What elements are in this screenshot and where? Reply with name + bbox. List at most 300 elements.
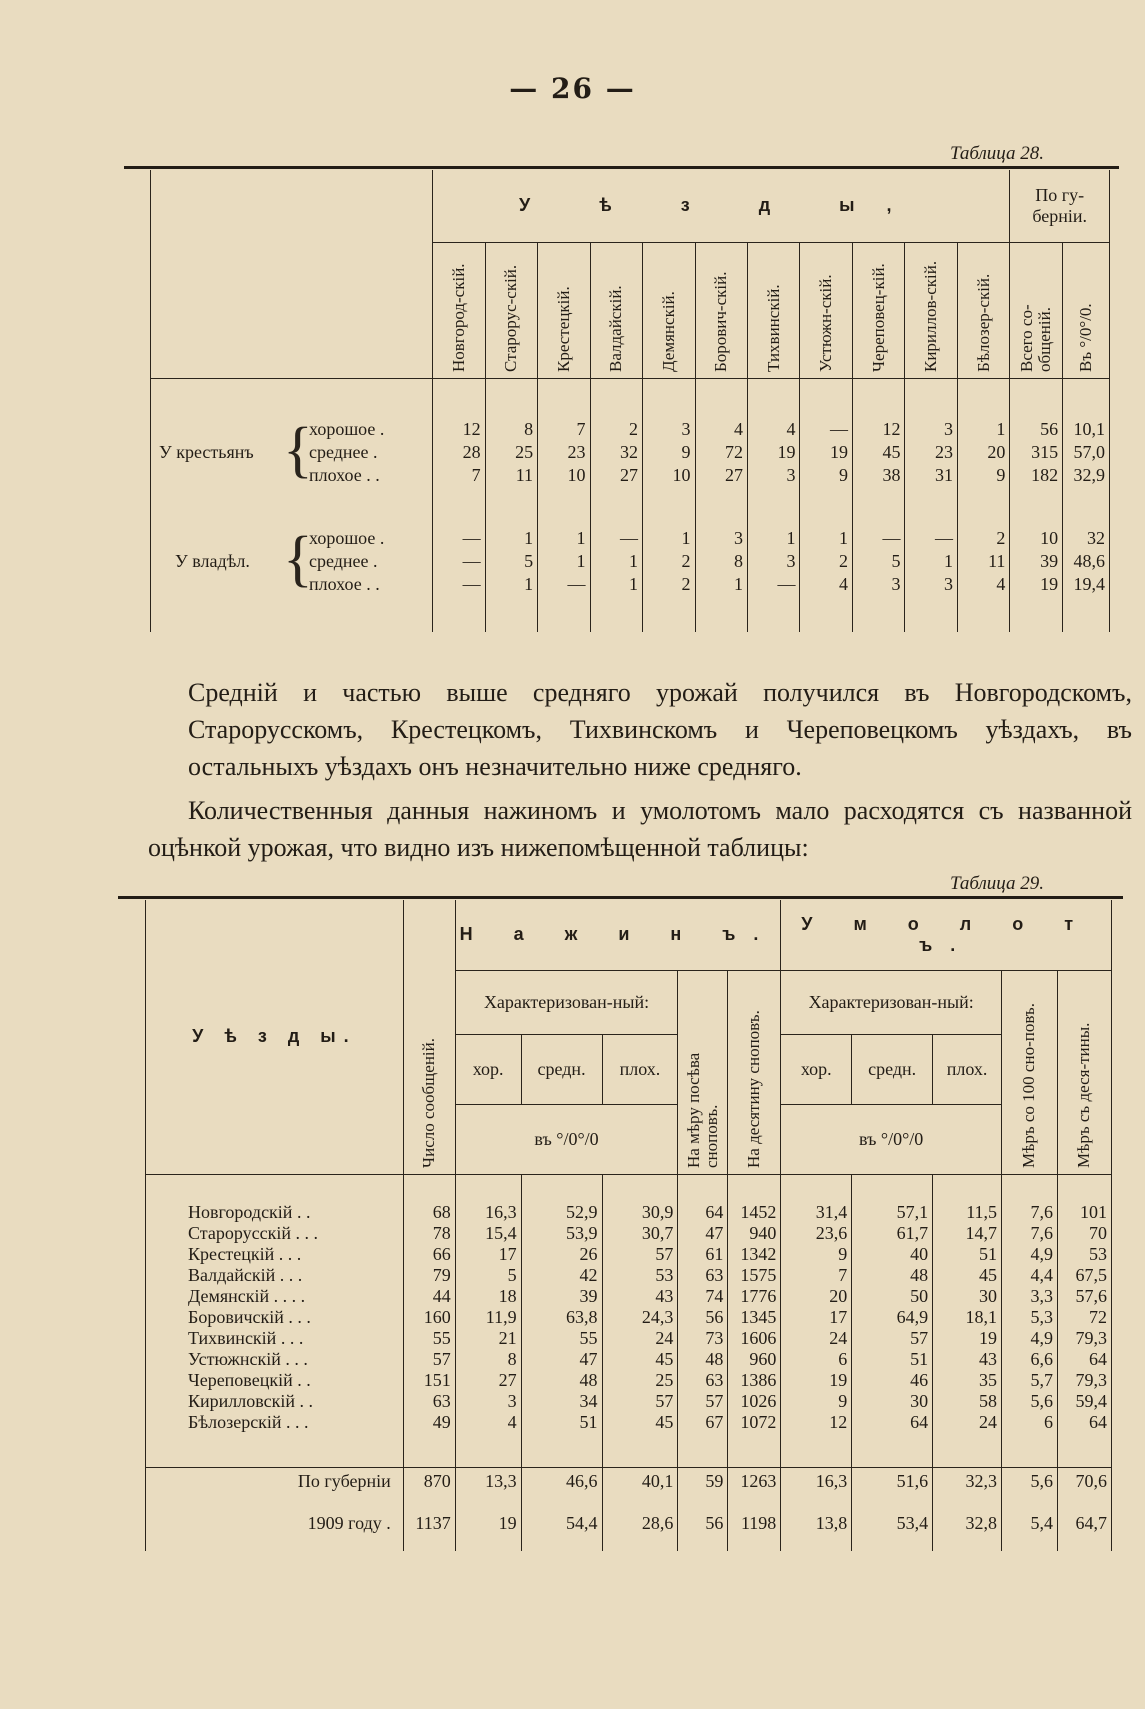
spacer-cell (852, 487, 904, 527)
spacer-cell (695, 378, 747, 418)
spacer-cell (590, 487, 642, 527)
table-28-cell: 1 (590, 573, 642, 596)
table-28-col-label: Устюжн-скій. (816, 273, 836, 372)
nazhin-header: Н а ж и н ъ. (455, 900, 781, 970)
spacer-cell (602, 1433, 678, 1467)
spacer-cell (852, 378, 904, 418)
table-29-cell: 7,6 (1002, 1223, 1058, 1244)
table-29-cell: 79,3 (1057, 1370, 1111, 1391)
table-28-cell: 2 (643, 573, 695, 596)
table-28-quality-label: хорошое . (309, 528, 385, 548)
spacer-cell (521, 1433, 602, 1467)
table-28-cell: 19 (800, 441, 852, 464)
page-number: — 26 — (509, 72, 636, 105)
table-29-cell: 57 (602, 1391, 678, 1412)
spacer-cell (485, 596, 537, 632)
umolot-sredn: средн. (852, 1034, 933, 1104)
table-29-cell: 17 (455, 1244, 521, 1265)
table-29-cell: 24 (933, 1412, 1002, 1433)
spacer-cell (695, 487, 747, 527)
nazhin-pct: въ °/0°/0 (455, 1104, 678, 1174)
table-29-cell: 79,3 (1057, 1328, 1111, 1349)
table-29-cell: 18,1 (933, 1307, 1002, 1328)
table-28-cell: 72 (695, 441, 747, 464)
table-29-cell: 5,6 (1002, 1391, 1058, 1412)
spacer-cell (933, 1537, 1002, 1551)
table-29-cell: 64 (678, 1202, 728, 1223)
spacer-cell (695, 596, 747, 632)
table-28-col-label: Кириллов-скій. (921, 260, 941, 372)
table-29-cell: 11,5 (933, 1202, 1002, 1223)
table-29-row (146, 1370, 1112, 1391)
table-29-cell: 101 (1057, 1202, 1111, 1223)
table-29-cell: 55 (403, 1328, 455, 1349)
table-29-cell: 50 (852, 1286, 933, 1307)
spacer-cell (957, 378, 1009, 418)
table-28-cell: 3 (643, 418, 695, 441)
table-28-cell: 56 (1010, 418, 1063, 441)
spacer-cell (800, 487, 852, 527)
table-28-cell: 20 (957, 441, 1009, 464)
spacer-cell (455, 1537, 521, 1551)
table-29-cell: 6 (1002, 1412, 1058, 1433)
spacer-cell (781, 1537, 852, 1551)
table-28-cell: 9 (957, 464, 1009, 487)
table-29-cell: 16,3 (781, 1467, 852, 1495)
table-28-col-header (852, 242, 904, 378)
table-29-row (146, 1307, 1112, 1328)
table-29-cell: 8 (455, 1349, 521, 1370)
umolot-header: У м о л о т ъ. (781, 900, 1112, 970)
spacer-cell (455, 1174, 521, 1202)
uezd-name: По губерніи (146, 1467, 404, 1495)
table-29-cell: 7 (781, 1265, 852, 1286)
uezdy-label: У ѣ з д ы. (192, 1026, 357, 1047)
table-28-cell: 2 (590, 418, 642, 441)
table-29-cell: 40,1 (602, 1467, 678, 1495)
table-29-cell: 56 (678, 1307, 728, 1328)
table-28-cell: 8 (485, 418, 537, 441)
table-28-cell: 1 (538, 527, 590, 550)
table-28-cell: 5 (485, 550, 537, 573)
uezd-name: Бѣлозерскій . . . (146, 1412, 404, 1433)
spacer-cell (146, 1495, 404, 1509)
table-29-cell: 30 (852, 1391, 933, 1412)
table-29-cell: 51 (521, 1412, 602, 1433)
table-28-cell: — (538, 573, 590, 596)
table-28-cell: 1 (485, 527, 537, 550)
brace-icon: { (283, 525, 313, 593)
spacer-cell (1057, 1433, 1111, 1467)
table-29-cell: 30,9 (602, 1202, 678, 1223)
table-29-cell: 1575 (728, 1265, 781, 1286)
table-29-top-rule (118, 896, 1123, 899)
spacer-cell (146, 1433, 404, 1467)
table-28-cell: 3 (695, 527, 747, 550)
spacer-cell (728, 1495, 781, 1509)
table-28-col-label: Демянскій. (658, 290, 678, 372)
table-29-cell: 1345 (728, 1307, 781, 1328)
uezd-name: Новгородскій . . (146, 1202, 404, 1223)
measures-100-label: Мѣръ со 100 сно-повъ. (1019, 1002, 1039, 1168)
table-29-cell: 26 (521, 1244, 602, 1265)
table-29-cell: 43 (602, 1286, 678, 1307)
table-29-cell: 7,6 (1002, 1202, 1058, 1223)
spacer-cell (151, 378, 433, 418)
table-29-cell: 48 (521, 1370, 602, 1391)
table-28-cell: 1 (800, 527, 852, 550)
table-29-cell: 44 (403, 1286, 455, 1307)
spacer-cell (852, 1174, 933, 1202)
table-28-cell: 1 (695, 573, 747, 596)
table-28-col-header (590, 242, 642, 378)
spacer-cell (852, 1433, 933, 1467)
spacer-cell (538, 596, 590, 632)
table-29-caption: Таблица 29. (950, 873, 1044, 894)
spacer-cell (957, 487, 1009, 527)
table-29-cell: 21 (455, 1328, 521, 1349)
uezd-name: Устюжнскій . . . (146, 1349, 404, 1370)
table-28-cell: 28 (433, 441, 485, 464)
table-29-cell: 54,4 (521, 1509, 602, 1537)
table-28-cell: 11 (957, 550, 1009, 573)
table-29-cell: 1342 (728, 1244, 781, 1265)
table-29-row (146, 1509, 1112, 1537)
table-29-cell: 31,4 (781, 1202, 852, 1223)
table-29-cell: 52,9 (521, 1202, 602, 1223)
table-28-cell: — (590, 527, 642, 550)
table-29-cell: 64 (1057, 1412, 1111, 1433)
table-28-col-label: Крестецкій. (553, 285, 573, 372)
spacer-cell (485, 487, 537, 527)
table-29-cell: 9 (781, 1391, 852, 1412)
table-28-cell: — (433, 573, 485, 596)
table-28-cell: 10,1 (1063, 418, 1110, 441)
table-28-cell: 19 (1010, 573, 1063, 596)
table-29-row (146, 1467, 1112, 1495)
spacer-cell (538, 378, 590, 418)
spacer-cell (538, 487, 590, 527)
table-29-uezdy-header (146, 900, 404, 1174)
spacer-cell (602, 1174, 678, 1202)
table-28-cell: — (852, 527, 904, 550)
table-28-cell: 27 (695, 464, 747, 487)
uezd-name: Череповецкій . . (146, 1370, 404, 1391)
table-29-cell: 73 (678, 1328, 728, 1349)
table-28-cell: 23 (538, 441, 590, 464)
table-29-cell: 23,6 (781, 1223, 852, 1244)
table-29-cell: 53,9 (521, 1223, 602, 1244)
table-28-cell: — (800, 418, 852, 441)
table-28-col-header (800, 242, 852, 378)
table-28-col-header (695, 242, 747, 378)
table-29-cell: 64 (852, 1412, 933, 1433)
table-28-cell: 11 (485, 464, 537, 487)
spacer-cell (403, 1433, 455, 1467)
table-29-cell: 53,4 (852, 1509, 933, 1537)
table-28-cell: 7 (538, 418, 590, 441)
table-29-cell: 43 (933, 1349, 1002, 1370)
uezd-name: Кирилловскій . . (146, 1391, 404, 1412)
table-28-cell: 1 (748, 527, 800, 550)
table-28-cell: 19 (748, 441, 800, 464)
table-28-cell: 182 (1010, 464, 1063, 487)
table-29-cell: 5,7 (1002, 1370, 1058, 1391)
table-28-cell: — (433, 527, 485, 550)
table-29-cell: 63 (403, 1391, 455, 1412)
table-29-cell: 4,9 (1002, 1328, 1058, 1349)
table-29-cell: 64,7 (1057, 1509, 1111, 1537)
table-29-cell: 40 (852, 1244, 933, 1265)
umolot-hor: хор. (781, 1034, 852, 1104)
table-29-cell: 19 (933, 1328, 1002, 1349)
table-28-cell: 8 (695, 550, 747, 573)
table-28-row-label (151, 464, 433, 487)
spacer-cell (521, 1174, 602, 1202)
measures-des-header (1057, 970, 1111, 1174)
table-29-cell: 53 (1057, 1244, 1111, 1265)
table-29-cell: 68 (403, 1202, 455, 1223)
table-28-cell: 3 (905, 573, 957, 596)
spacer-cell (1002, 1433, 1058, 1467)
table-29-cell: 1386 (728, 1370, 781, 1391)
table-29-row (146, 1265, 1112, 1286)
table-29-cell: 5,4 (1002, 1509, 1058, 1537)
table-28-cell: 5 (852, 550, 904, 573)
table-28-cell: 39 (1010, 550, 1063, 573)
brace-icon: { (283, 416, 313, 484)
table-28-cell: 38 (852, 464, 904, 487)
table-28-cell: 57,0 (1063, 441, 1110, 464)
spacer-cell (905, 378, 957, 418)
table-29-cell: 151 (403, 1370, 455, 1391)
table-29-cell: 53 (602, 1265, 678, 1286)
table-28-cell: 3 (905, 418, 957, 441)
table-28-col-header (485, 242, 537, 378)
table-29 (145, 900, 1112, 1551)
nazhin-characterized: Характеризован-ный: (455, 970, 678, 1034)
table-29-cell: 63 (678, 1370, 728, 1391)
uezd-name: 1909 году . (146, 1509, 404, 1537)
spacer-cell (728, 1433, 781, 1467)
table-29-cell: 16,3 (455, 1202, 521, 1223)
spacer-cell (1057, 1174, 1111, 1202)
table-29-cell: 1026 (728, 1391, 781, 1412)
table-28-quality-label: среднее . (309, 551, 378, 571)
table-28-row (151, 550, 1110, 573)
table-28-col-label: Валдайскій. (606, 284, 626, 372)
table-28-row (151, 441, 1110, 464)
table-29-cell: 18 (455, 1286, 521, 1307)
spacer-cell (905, 596, 957, 632)
umolot-pct: въ °/0°/0 (781, 1104, 1002, 1174)
table-28-cell: 3 (748, 550, 800, 573)
paragraph-quantitative: Количественныя данныя нажиномъ и умолотомъ мало расходятся съ названной оцѣнкой урожая, что видно изъ нижепомѣщенной таблицы: (148, 796, 1132, 862)
uezd-name: Крестецкій . . . (146, 1244, 404, 1265)
table-29-cell: 870 (403, 1467, 455, 1495)
table-28-col-label: Череповец-кій. (868, 262, 888, 372)
table-29-cell: 57,1 (852, 1202, 933, 1223)
table-28-quality-label: среднее . (309, 442, 378, 462)
table-29-cell: 47 (678, 1223, 728, 1244)
table-29-cell: 11,9 (455, 1307, 521, 1328)
table-28-group-label: У владѣл. (175, 551, 250, 571)
table-28-col-header (1010, 242, 1063, 378)
spacer-cell (1063, 487, 1110, 527)
spacer-cell (433, 378, 485, 418)
table-28-cell: — (748, 573, 800, 596)
spacer-cell (590, 596, 642, 632)
table-28-row (151, 573, 1110, 596)
table-29-cell: 74 (678, 1286, 728, 1307)
uezd-name: Валдайскій . . . (146, 1265, 404, 1286)
table-29-cell: 48 (852, 1265, 933, 1286)
table-28-cell: 10 (538, 464, 590, 487)
table-29-cell: 1137 (403, 1509, 455, 1537)
table-28-col-header (905, 242, 957, 378)
table-29-cell: 3,3 (1002, 1286, 1058, 1307)
table-29-cell: 79 (403, 1265, 455, 1286)
spacer-cell (800, 378, 852, 418)
table-28-row-label (151, 573, 433, 596)
uezd-name: Старорусскій . . . (146, 1223, 404, 1244)
spacer-cell (1057, 1495, 1111, 1509)
table-29-cell: 48 (678, 1349, 728, 1370)
nazhin-sredn: средн. (521, 1034, 602, 1104)
table-29-cell: 13,3 (455, 1467, 521, 1495)
table-28-cell: 9 (800, 464, 852, 487)
table-29-cell: 24,3 (602, 1307, 678, 1328)
table-28-row (151, 464, 1110, 487)
spacer-cell (1010, 378, 1063, 418)
table-28-cell: 2 (643, 550, 695, 573)
table-29-cell: 960 (728, 1349, 781, 1370)
table-29-cell: 1606 (728, 1328, 781, 1349)
spacer-cell (151, 487, 433, 527)
table-29-cell: 12 (781, 1412, 852, 1433)
table-29-cell: 32,3 (933, 1467, 1002, 1495)
spacer-cell (933, 1174, 1002, 1202)
table-28-cell: 1 (538, 550, 590, 573)
table-29-cell: 67 (678, 1412, 728, 1433)
table-29-cell: 5 (455, 1265, 521, 1286)
table-29-cell: 1263 (728, 1467, 781, 1495)
table-29-cell: 9 (781, 1244, 852, 1265)
spacer-cell (728, 1537, 781, 1551)
table-29-cell: 1198 (728, 1509, 781, 1537)
table-29-row (146, 1286, 1112, 1307)
spacer-cell (403, 1174, 455, 1202)
table-28-col-label: Борович-скій. (711, 271, 731, 372)
table-28-cell: 48,6 (1063, 550, 1110, 573)
spacer-cell (781, 1495, 852, 1509)
spacer-cell (852, 1495, 933, 1509)
table-29-cell: 51 (933, 1244, 1002, 1265)
table-29-cell: 6,6 (1002, 1349, 1058, 1370)
table-29-cell: 57,6 (1057, 1286, 1111, 1307)
table-29-cell: 940 (728, 1223, 781, 1244)
table-28-cell: 12 (852, 418, 904, 441)
table-29-cell: 63,8 (521, 1307, 602, 1328)
table-29-cell: 19 (781, 1370, 852, 1391)
table-29-cell: 15,4 (455, 1223, 521, 1244)
table-28-cell: 10 (1010, 527, 1063, 550)
table-28-cell: 32,9 (1063, 464, 1110, 487)
per-desyatina-label: На десятину сноповъ. (744, 1009, 764, 1168)
table-29-cell: 56 (678, 1509, 728, 1537)
table-29-cell: 5,6 (1002, 1467, 1058, 1495)
table-29-cell: 13,8 (781, 1509, 852, 1537)
table-28-col-label: Бѣлозер-скій. (973, 273, 993, 372)
table-29-cell: 57 (678, 1391, 728, 1412)
table-28-cell: 1 (590, 550, 642, 573)
table-29-cell: 35 (933, 1370, 1002, 1391)
uezd-name: Тихвинскій . . . (146, 1328, 404, 1349)
table-29-cell: 57 (403, 1349, 455, 1370)
spacer-cell (403, 1537, 455, 1551)
table-28-cell: 1 (485, 573, 537, 596)
table-29-cell: 34 (521, 1391, 602, 1412)
table-28-cell: 32 (590, 441, 642, 464)
spacer-cell (800, 596, 852, 632)
table-28-col-label: Въ °/0°/0. (1076, 302, 1096, 372)
table-29-cell: 19 (455, 1509, 521, 1537)
table-29-cell: 160 (403, 1307, 455, 1328)
table-29-cell: 4,4 (1002, 1265, 1058, 1286)
table-28-cell: 9 (643, 441, 695, 464)
spacer-cell (521, 1537, 602, 1551)
table-28 (150, 170, 1110, 632)
table-29-cell: 64,9 (852, 1307, 933, 1328)
spacer-cell (933, 1433, 1002, 1467)
table-29-cell: 59 (678, 1467, 728, 1495)
table-29-cell: 1776 (728, 1286, 781, 1307)
spacer-cell (455, 1433, 521, 1467)
spacer-cell (748, 378, 800, 418)
spacer-cell (403, 1495, 455, 1509)
table-28-cell: 7 (433, 464, 485, 487)
table-28-cell: 4 (695, 418, 747, 441)
table-28-col-header (1063, 242, 1110, 378)
table-29-cell: 30 (933, 1286, 1002, 1307)
table-28-cell: 4 (957, 573, 1009, 596)
table-28-col-label: Всего со-общеній. (1017, 303, 1055, 372)
spacer-cell (852, 1537, 933, 1551)
measures-des-label: Мѣръ съ деся-тины. (1074, 1022, 1094, 1168)
table-29-cell: 70 (1057, 1223, 1111, 1244)
umolot-ploh: плох. (933, 1034, 1002, 1104)
spacer-cell (146, 1174, 404, 1202)
table-29-row (146, 1202, 1112, 1223)
table-28-quality-label: хорошое . (309, 419, 385, 439)
table-29-cell: 20 (781, 1286, 852, 1307)
table-29-cell: 51,6 (852, 1467, 933, 1495)
table-28-cell: 4 (748, 418, 800, 441)
table-29-cell: 61 (678, 1244, 728, 1265)
spacer-cell (1010, 596, 1063, 632)
table-29-row (146, 1412, 1112, 1433)
table-28-uezdy-header: У ѣ з д ы, (433, 170, 1010, 242)
spacer-cell (643, 378, 695, 418)
table-29-cell: 46 (852, 1370, 933, 1391)
table-29-cell: 30,7 (602, 1223, 678, 1244)
table-29-cell: 66 (403, 1244, 455, 1265)
spacer-cell (728, 1174, 781, 1202)
table-28-cell: 3 (852, 573, 904, 596)
uezd-name: Демянскій . . . . (146, 1286, 404, 1307)
table-29-cell: 55 (521, 1328, 602, 1349)
table-28-col-header (957, 242, 1009, 378)
